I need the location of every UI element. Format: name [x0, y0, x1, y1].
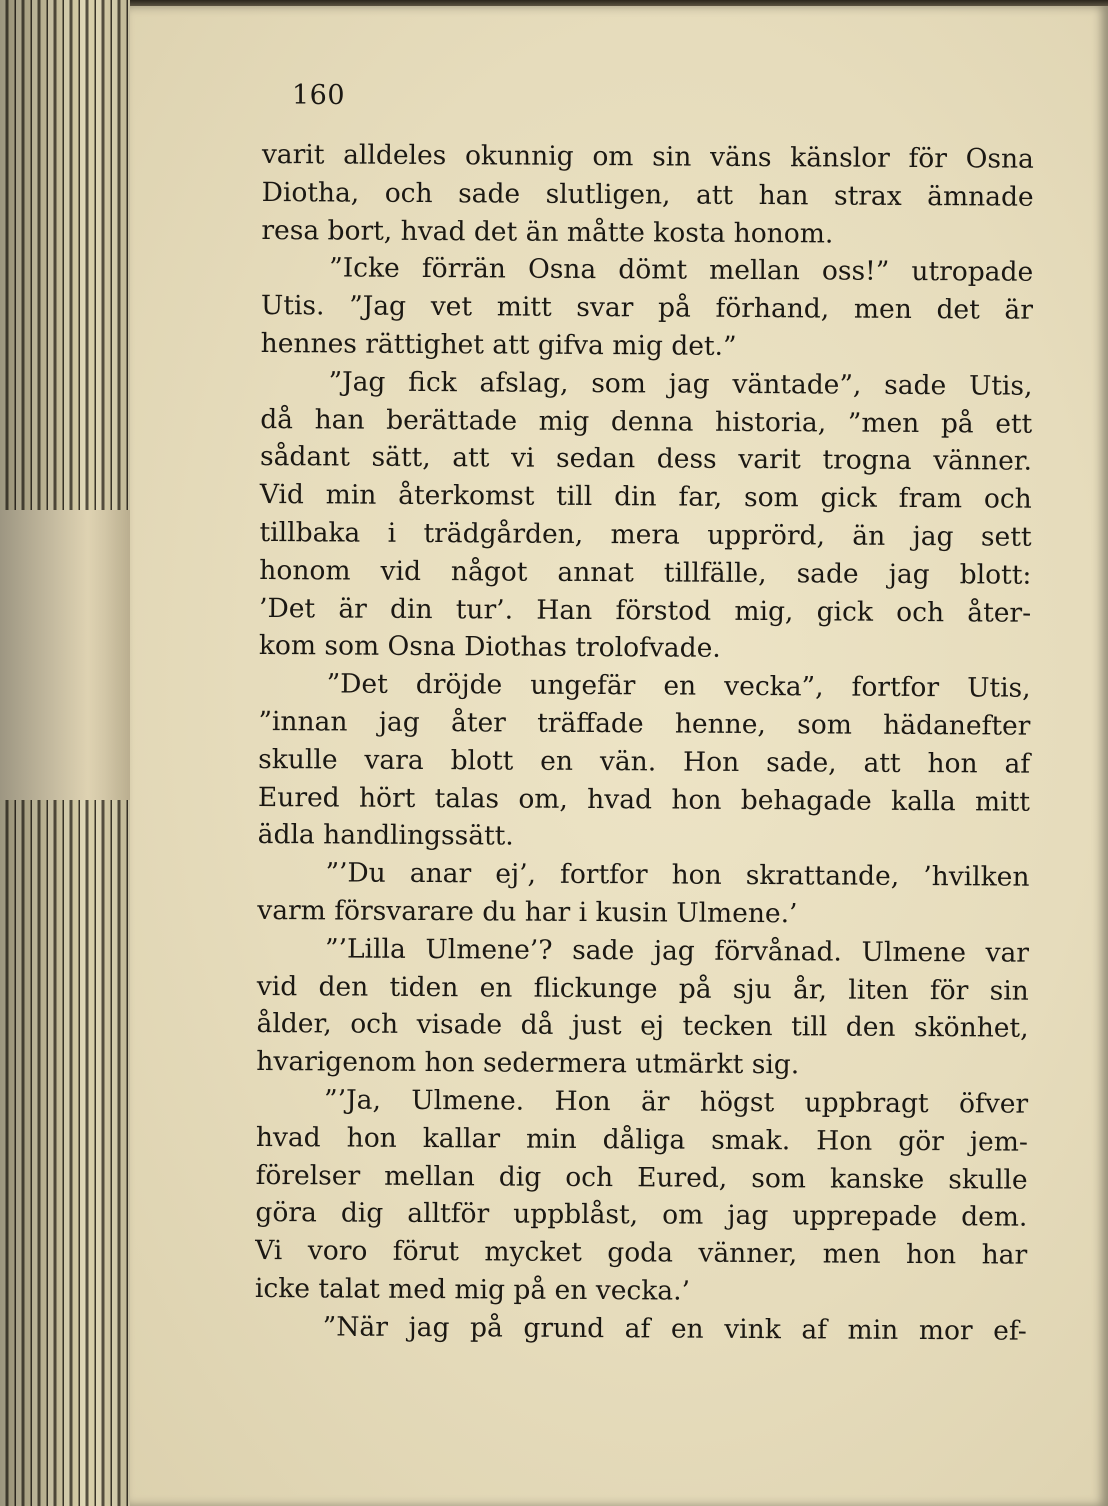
text-line: förelser mellan dig och Eured, som kanske skulle	[255, 1159, 1028, 1196]
text-line: hennes rättighet att gifva mig det.”	[260, 327, 737, 362]
text-line: skulle vara blott en vän. Hon sade, att hon af	[258, 743, 1031, 780]
text-line: hvad hon kallar min dåliga smak. Hon gör jem-	[255, 1121, 1028, 1158]
text-line: hvarigenom hon sedermera utmärkt sig.	[256, 1046, 800, 1081]
text-line: kom som Osna Diothas trolofvade.	[258, 630, 721, 665]
page-number: 160	[292, 80, 346, 111]
text-line: ”innan jag åter träffade henne, som hädanefter	[258, 705, 1031, 742]
text-line: resa bort, hvad det än måtte kosta honom.	[261, 214, 834, 250]
text-line: tillbaka i trädgården, mera upprörd, än jag sett	[259, 516, 1032, 553]
text-line: Eured hört talas om, hvad hon behagade kalla mitt	[257, 781, 1031, 818]
text-line: då han berättade mig denna historia, ”men på ett	[260, 403, 1033, 440]
text-line: göra dig alltför uppblåst, om jag upprepade dem.	[255, 1197, 1028, 1234]
text-line: ”’Du anar ej’, fortfor hon skrattande, ’hvilken	[325, 857, 1030, 893]
text-line: ”’Ja, Ulmene. Hon är högst uppbragt öfver	[324, 1084, 1029, 1120]
text-line: Utis. ”Jag vet mitt svar på förhand, men det är	[260, 290, 1034, 326]
text-line: ”När jag på grund af en vink af min mor ef-	[322, 1311, 1027, 1347]
text-line: Diotha, och sade slutligen, att han strax ämnade	[261, 176, 1034, 213]
text-line: honom vid något annat tillfälle, sade jag blott:	[259, 554, 1032, 591]
text-line: varit alldeles okunnig om sin väns känslor för Osna	[261, 138, 1034, 175]
text-line: ”Det dröjde ungefär en vecka”, fortfor Utis,	[326, 668, 1031, 704]
text-line: ’Det är din tur’. Han förstod mig, gick och åter-	[259, 592, 1032, 629]
text-line: icke talat med mig på en vecka.’	[254, 1272, 691, 1307]
text-line: ”’Lilla Ulmene’? sade jag förvånad. Ulmene var	[324, 933, 1030, 969]
text-line: vid den tiden en flickunge på sju år, liten för sin	[256, 970, 1029, 1007]
text-line: Vid min återkomst till din far, som gick fram och	[259, 479, 1032, 515]
text-line: ”Jag fick afslag, som jag väntade”, sade Utis,	[328, 366, 1033, 402]
text-line: sådant sätt, att vi sedan dess varit trogna vänner.	[259, 441, 1033, 478]
text-line: varm försvarare du har i kusin Ulmene.’	[257, 894, 798, 930]
text-line: Vi voro förut mycket goda vänner, men hon har	[255, 1235, 1028, 1271]
text-line: ålder, och visade då just ej tecken till den skönhet,	[256, 1008, 1029, 1045]
body-text	[255, 136, 1034, 1350]
text-line: ädla handlingssätt.	[257, 819, 514, 852]
text-line: ”Icke förrän Osna dömt mellan oss!” utropade	[329, 252, 1034, 289]
